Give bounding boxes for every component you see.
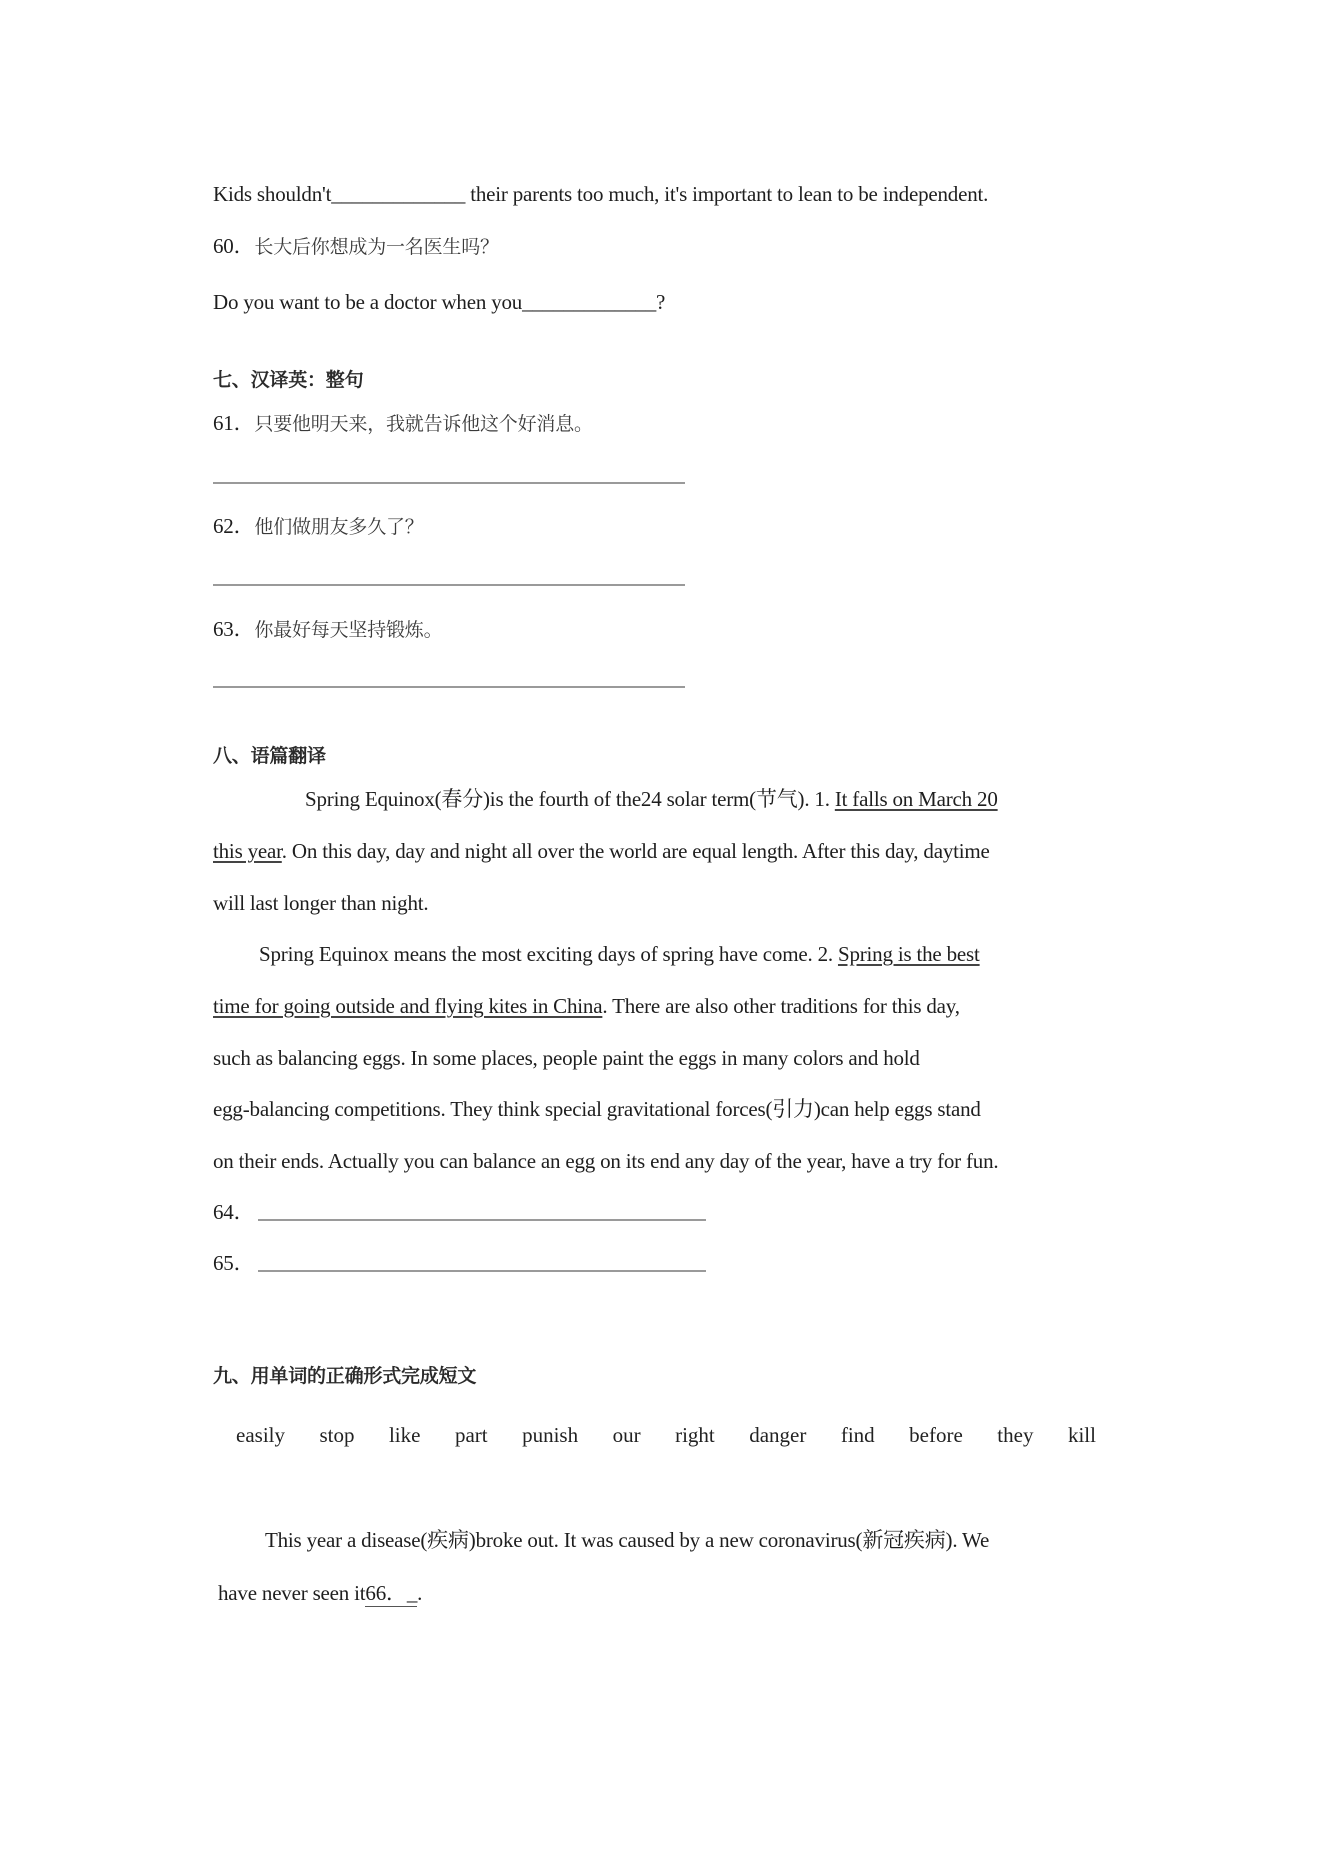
underlined-sentence-2: Spring is the best [837, 942, 980, 966]
word-bank-item: stop [319, 1423, 355, 1447]
q60-sentence [213, 289, 665, 315]
word-bank-item: our [612, 1423, 641, 1447]
word-bank-item: easily [236, 1423, 285, 1447]
word-bank-item: like [388, 1423, 421, 1447]
passage2-text: Spring Equinox means the most exciting days of spring have come. 2. [259, 942, 838, 966]
q59-sentence [213, 181, 988, 207]
passage1-line3: will last longer than night. [213, 891, 429, 915]
passage2-line4: egg-balancing competitions. They think special gravitational forces(引力)can help eggs stand [213, 1097, 981, 1121]
passage2-text: . There are also other traditions for this day, [602, 994, 960, 1018]
q62-prompt [213, 513, 424, 540]
word-bank-item: part [454, 1423, 488, 1447]
word-bank-item: before [909, 1423, 963, 1447]
passage3-text: . [417, 1581, 423, 1605]
q59-prefix: Kids shouldn't [213, 182, 332, 206]
passage1-text: . On this day, day and night all over the world are equal length. After this day, daytime [281, 839, 990, 863]
q61-prompt [213, 410, 593, 437]
passage2-line2 [213, 993, 960, 1019]
passage3-text: have never seen it [218, 1581, 366, 1605]
q64-number: 64． [213, 1200, 255, 1224]
q61-answer-line[interactable] [213, 482, 685, 484]
q61-text: 只要他明天来，我就告诉他这个好消息。 [254, 413, 593, 435]
word-bank-item: they [997, 1423, 1034, 1447]
passage1-line1 [305, 786, 998, 812]
q66-blank[interactable]: 66．_ [365, 1581, 418, 1605]
q62-text: 他们做朋友多久了？ [254, 516, 424, 538]
section8-title: 八、语篇翻译 [213, 745, 326, 767]
q63-text: 你最好每天坚持锻炼。 [254, 619, 443, 641]
q60-suffix: ? [656, 290, 666, 314]
q59-suffix: their parents too much, it's important to lean to be independent. [465, 182, 989, 206]
section9-title: 九、用单词的正确形式完成短文 [213, 1365, 477, 1387]
underlined-sentence-1: It falls on March 20 [834, 787, 998, 811]
q62-answer-line[interactable] [213, 584, 685, 586]
passage2-line1 [259, 941, 980, 967]
word-bank-item: find [840, 1423, 875, 1447]
passage1-text: Spring Equinox(春分)is the fourth of the24 solar term(节气). 1. [305, 787, 835, 811]
q65-number: 65． [213, 1251, 255, 1275]
q61-number: 61． [213, 411, 255, 435]
word-bank-item: kill [1067, 1423, 1096, 1447]
q63-answer-line[interactable] [213, 686, 685, 688]
passage2-line3: such as balancing eggs. In some places, people paint the eggs in many colors and hold [213, 1046, 920, 1070]
word-bank-item: punish [522, 1423, 579, 1447]
q60-prefix: Do you want to be a doctor when you [213, 290, 523, 314]
section7-title: 七、汉译英：整句 [213, 369, 364, 391]
word-bank-item: right [675, 1423, 715, 1447]
underlined-sentence-2-cont: time for going outside and flying kites in China [213, 994, 603, 1018]
q60-chinese: 长大后你想成为一名医生吗？ [254, 236, 499, 258]
q62-number: 62． [213, 514, 255, 538]
q60-blank[interactable]: _____________ [522, 290, 657, 314]
passage3-line1: This year a disease(疾病)broke out. It was caused by a new coronavirus(新冠疾病). We [265, 1528, 990, 1552]
passage2-line5: on their ends. Actually you can balance an egg on its end any day of the year, have a try for fun. [213, 1149, 999, 1173]
q60-number: 60． [213, 234, 255, 258]
q65-answer-line[interactable] [258, 1270, 706, 1272]
q60-prompt [213, 233, 499, 260]
passage3-line2 [218, 1580, 422, 1607]
q59-blank[interactable]: _____________ [331, 182, 466, 206]
word-bank-item: danger [749, 1423, 807, 1447]
q64-answer-line[interactable] [258, 1219, 706, 1221]
q63-prompt [213, 616, 442, 643]
passage1-line2 [213, 838, 990, 864]
q63-number: 63． [213, 617, 255, 641]
underlined-sentence-1-cont: this year [213, 839, 282, 863]
word-bank [236, 1423, 1096, 1448]
